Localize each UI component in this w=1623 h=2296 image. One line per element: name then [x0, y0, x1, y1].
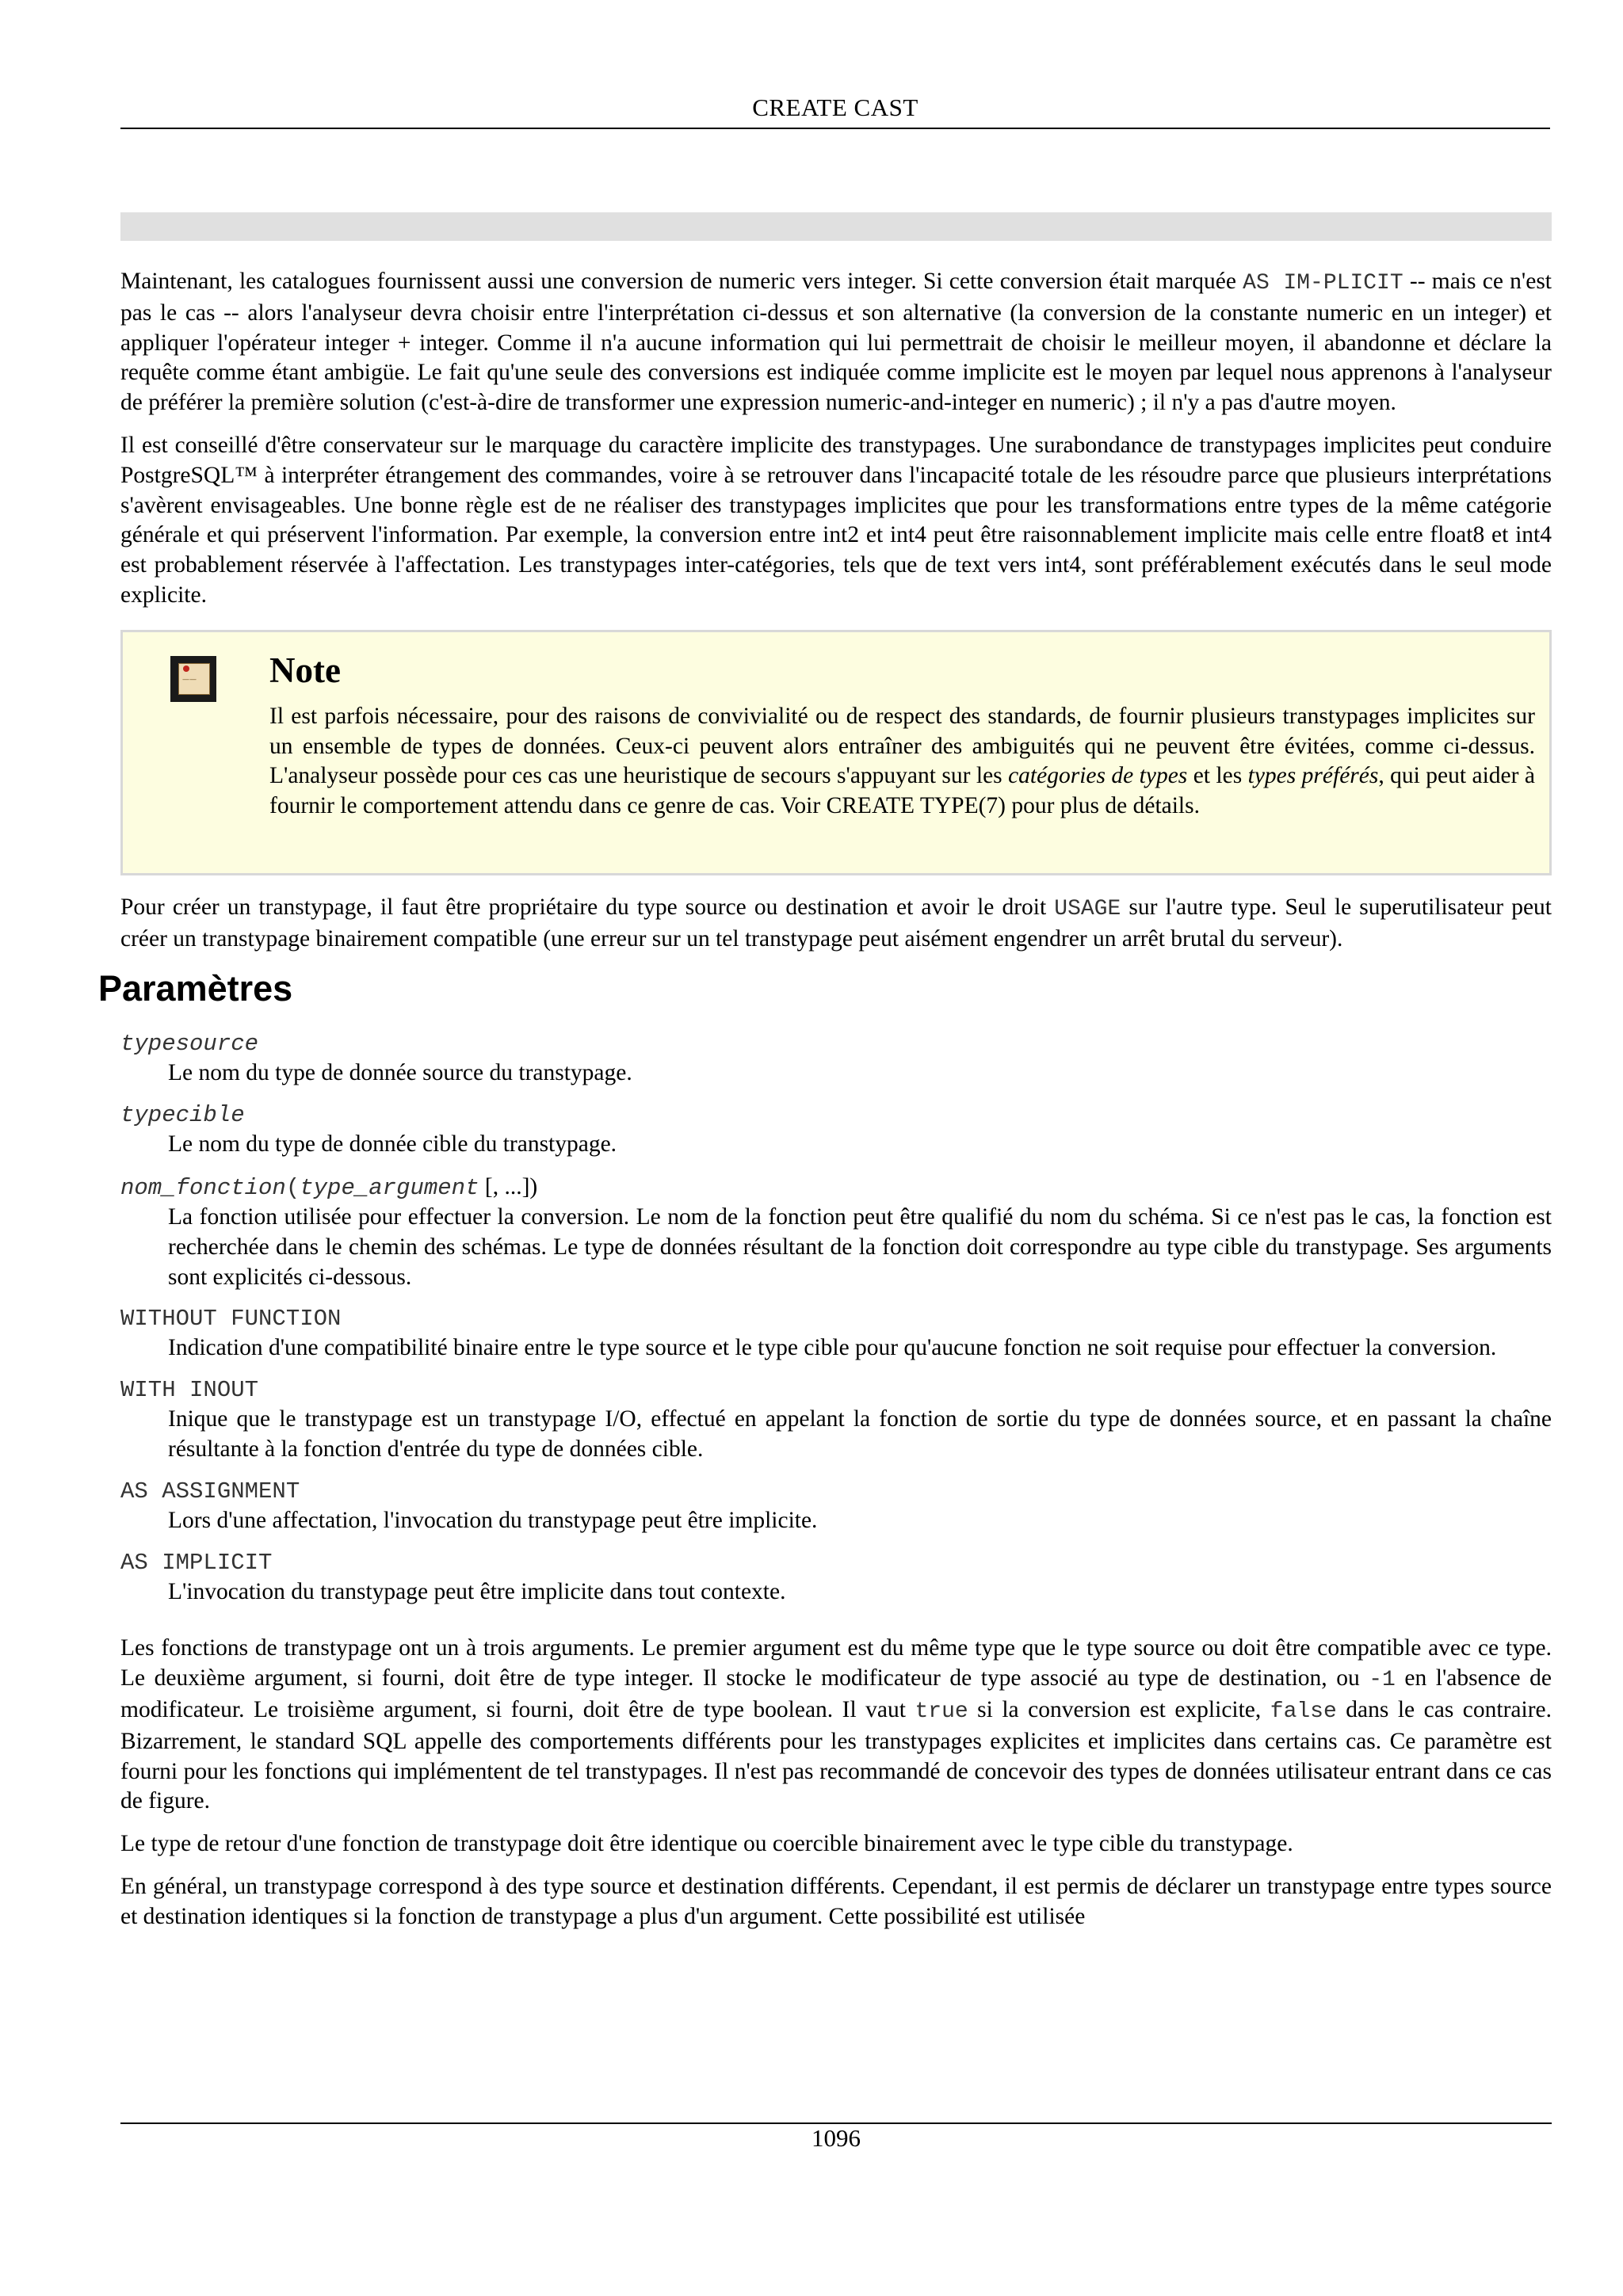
paragraph-ownership: Pour créer un transtypage, il faut être propriétaire du type source ou destination et avoir le droit USAGE sur l'autre type. Seul le superutilisateur peut créer un transtypage binairement compatible (une erreur sur un tel transtypage peut aisément engendrer un arrêt brutal du serveur).	[120, 894, 1552, 952]
param-desc-with-inout: Inique que le transtypage est un transtypage I/O, effectué en appelant la fonction de sortie du type de données source, et en passant la chaîne résultante à la fonction d'entrée du type de données cible.	[168, 1406, 1552, 1462]
param-term-with-inout: WITH INOUT	[120, 1377, 259, 1404]
code-block-remnant	[120, 212, 1552, 241]
paragraph-conservative-advice: Il est conseillé d'être conservateur sur le marquage du caractère implicite des transtypages. Une surabondance de transtypages implicites peut conduire PostgreSQL™ à interpréter étrangement des commandes, voire à se retrouver dans l'incapacité totale de les résoudre parce que plusieurs interprétations s'avèrent envisageables. Une bonne règle est de ne réaliser des transtypages implicites que pour les transformations entre types de la même catégorie générale et qui préservent l'information. Par exemple, la conversion entre int2 et int4 peut être raisonnablement implicite mais celle entre float8 et int4 est probablement réservée à l'affectation. Les transtypages inter-catégories, tels que de text vers int4, sont préférablement exécutés dans le seul mode explicite.	[120, 432, 1552, 608]
paragraph-same-types: En général, un transtypage correspond à des type source et destination différents. Cependant, il est permis de déclarer un transtypage entre types source et destination identiques si la fonction de transtypage a plus d'un argument. Cette possibilité est utilisée	[120, 1873, 1552, 1929]
note-box	[120, 630, 1552, 875]
param-desc-without-function: Indication d'une compatibilité binaire entre le type source et le type cible pour qu'aucune fonction ne soit requise pour effectuer la conversion.	[168, 1335, 1497, 1361]
header-rule	[120, 128, 1550, 129]
paragraph-function-arguments: Les fonctions de transtypage ont un à trois arguments. Le premier argument est du même type que le type source ou doit être compatible avec ce type. Le deuxième argument, si fourni, doit être de type integer. Il stocke le modificateur de type associé au type de destination, ou -1 en l'absence de modificateur. Le troisième argument, si fourni, doit être de type boolean. Il vaut true si la conversion est explicite, false dans le cas contraire. Bizarrement, le standard SQL appelle des comportements différents pour les transtypages explicites et implicites dans certains cas. Ce paramètre est fourni pour les fonctions qui implémentent de tel transtypages. Il n'est pas recommandé de concevoir des types de données utilisateur entrant dans ce cas de figure.	[120, 1635, 1552, 1814]
paragraph-implicit-conversion: Maintenant, les catalogues fournissent aussi une conversion de numeric vers integer. Si cette conversion était marquée AS IM-PLICIT -- mais ce n'est pas le cas -- alors l'analyseur devra choisir entre l'interprétation ci-dessus et son alternative (la conversion de la constante numeric en un integer) et appliquer l'opérateur integer + integer. Comme il n'a aucune information qui lui permettrait de choisir le meilleur moyen, il abandonne et déclare la requête comme étant ambigüe. Le fait qu'une seule des conversions est indiquée comme implicite est le moyen par lequel nous apprenons à l'analyseur de préférer la première solution (c'est-à-dire de transformer une expression numeric-and-integer en numeric) ; il n'y a pas d'autre moyen.	[120, 269, 1552, 416]
param-term-typesource: typesource	[120, 1031, 259, 1058]
param-desc-typecible: Le nom du type de donnée cible du transtypage.	[168, 1131, 617, 1158]
inline-code: false	[1270, 1699, 1337, 1724]
param-term-as-implicit: AS IMPLICIT	[120, 1549, 273, 1576]
param-term-nom-fonction: nom_fonction(type_argument [, ...])	[120, 1173, 538, 1201]
param-term-as-assignment: AS ASSIGNMENT	[120, 1478, 300, 1505]
inline-code: true	[915, 1699, 968, 1724]
main-content	[98, 267, 1552, 1945]
param-desc-nom-fonction: La fonction utilisée pour effectuer la conversion. Le nom de la fonction peut être qualifié du nom du schéma. Si ce n'est pas le cas, la fonction est recherchée dans le chemin des schémas. Le type de données résultant de la fonction doit correspondre au type cible du transtypage. Ses arguments sont explicités ci-dessous.	[168, 1203, 1552, 1290]
paragraph-return-type: Le type de retour d'une fonction de transtypage doit être identique ou coercible binairement avec le type cible du transtypage.	[120, 1831, 1293, 1857]
param-desc-as-implicit: L'invocation du transtypage peut être implicite dans tout contexte.	[168, 1578, 786, 1604]
note-icon: ——	[170, 656, 216, 702]
inline-code: USAGE	[1054, 896, 1121, 921]
param-desc-as-assignment: Lors d'une affectation, l'invocation du transtypage peut être implicite.	[168, 1507, 818, 1533]
param-term-typecible: typecible	[120, 1102, 245, 1129]
page-number: 1096	[812, 2124, 861, 2152]
param-desc-typesource: Le nom du type de donnée source du transtypage.	[168, 1060, 632, 1086]
inline-code: AS IM-PLICIT	[1243, 271, 1403, 296]
note-title: Note	[269, 650, 341, 690]
note-body	[269, 650, 1535, 822]
section-heading-parametres: Paramètres	[98, 968, 293, 1009]
note-text: Il est parfois nécessaire, pour des raisons de convivialité ou de respect des standards, de fournir plusieurs transtypages implicites sur un ensemble de types de données. Ceux-ci peuvent alors entraîner des ambiguités qui ne peuvent être évitées, comme ci-dessus. L'analyseur possède pour ces cas une heuristique de secours s'appuyant sur les catégories de types et les types préférés, qui peut aider à fournir le comportement attendu dans ce genre de cas. Voir CREATE TYPE(7) pour plus de détails.	[269, 703, 1535, 819]
param-term-without-function: WITHOUT FUNCTION	[120, 1306, 342, 1333]
parameter-list	[120, 1030, 1552, 1607]
inline-code: -1	[1369, 1668, 1396, 1693]
running-header: CREATE CAST	[752, 93, 918, 121]
